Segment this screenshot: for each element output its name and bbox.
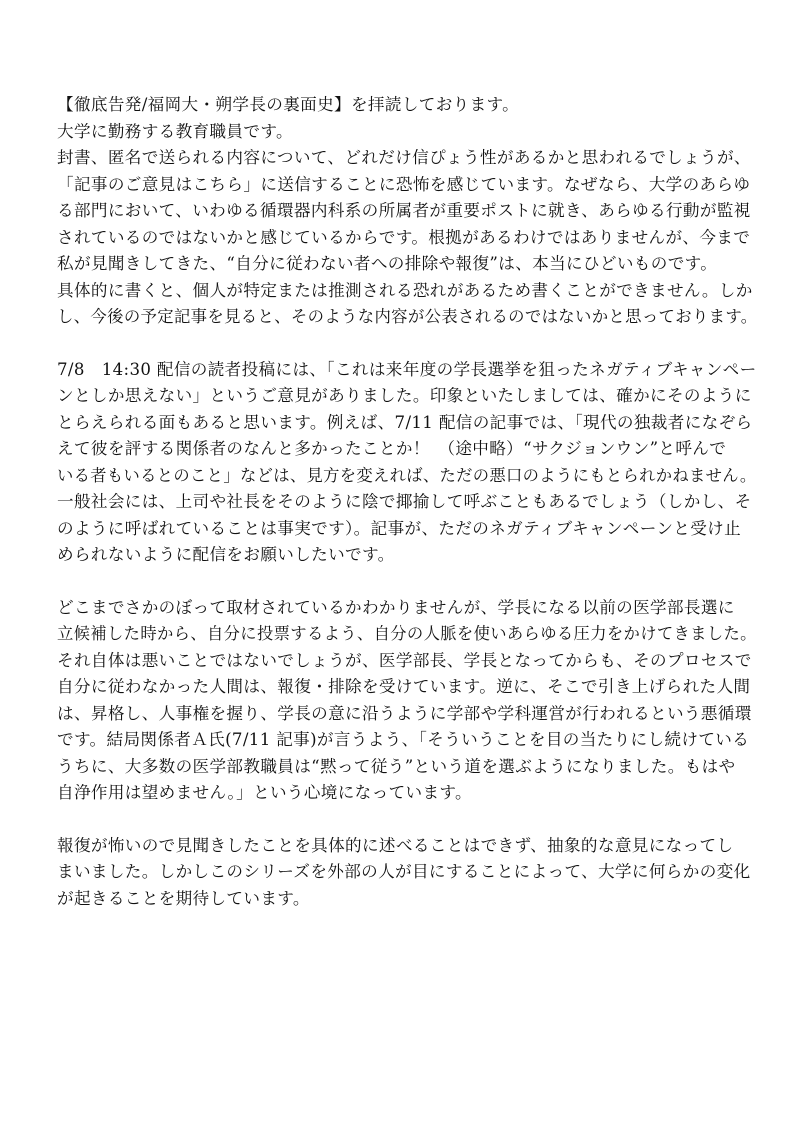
- text-line: とらえられる面もあると思います。例えば、7/11 配信の記事では、「現代の独裁者になぞら: [57, 412, 753, 432]
- paragraph-introduction: [57, 92, 757, 331]
- text-line: 私が見聞きしてきた、“自分に従わない者への排除や報復”は、本当にひどいものです。: [57, 254, 718, 273]
- text-line: 「記事のご意見はこちら」に送信することに恐怖を感じています。なぜなら、大学のあらゆ: [57, 174, 751, 194]
- text-line: えて彼を評する関係者のなんと多かったことか！ （途中略）“サクジョンウン”と呼んで: [57, 439, 727, 458]
- text-line: 具体的に書くと、個人が特定または推測される恐れがあるため書くことができません。しか: [57, 280, 753, 300]
- text-line: ンとしか思えない」というご意見がありました。印象といたしましては、確かにそのように: [57, 386, 752, 405]
- text-line: 【徹底告発/福岡大・朔学長の裏面史】を拝読しております。: [57, 95, 520, 114]
- text-line: 自分に従わなかった人間は、報復・排除を受けています。逆に、そこで引き上げられた人間: [57, 677, 751, 696]
- text-line: いる者もいるとのこと」などは、見方を変えれば、ただの悪口のようにもとられかねません。: [57, 465, 757, 485]
- text-line: 大学に勤務する教育職員です。: [57, 121, 293, 141]
- paragraph-spacer: [57, 807, 757, 833]
- text-line: る部門において、いわゆる循環器内科系の所属者が重要ポストに就き、あらゆる行動が監視: [57, 201, 751, 220]
- paragraph-spacer: [57, 331, 757, 357]
- text-line: のように呼ばれていることは事実です）。記事が、ただのネガティブキャンペーンと受け止: [57, 518, 742, 538]
- text-line: まいました。しかしこのシリーズを外部の人が目にすることによって、大学に何らかの変化: [57, 862, 751, 881]
- text-line: められないように配信をお願いしたいです。: [57, 545, 395, 564]
- text-line: どこまでさかのぼって取材されているかわかりませんが、学長になる以前の医学部長選に: [57, 597, 735, 617]
- text-line: 一般社会には、上司や社長をそのように陰で揶揄して呼ぶこともあるでしょう（しかし、そ: [57, 492, 752, 511]
- text-line: し、今後の予定記事を見ると、そのような内容が公表されるのではないかと思っております。: [57, 307, 758, 326]
- text-line: 報復が怖いので見聞きしたことを具体的に述べることはできず、抽象的な意見になってし: [57, 835, 734, 855]
- text-line: されているのではないかと感じているからです。根拠があるわけではありませんが、今まで: [57, 227, 751, 247]
- text-line: それ自体は悪いことではないでしょうが、医学部長、学長となってからも、そのプロセスで: [57, 650, 752, 670]
- paragraph-reader-post-response: [57, 357, 757, 569]
- text-line: は、昇格し、人事権を握り、学長の意に沿うように学部や学科運営が行われるという悪循環: [57, 703, 752, 723]
- letter-body: [57, 92, 757, 912]
- text-line: です。結局関係者Ａ氏(7/11 記事)が言うよう、「そういうことを目の当たりにし続けている: [57, 730, 750, 749]
- paragraph-conclusion: [57, 833, 757, 913]
- text-line: 立候補した時から、自分に投票するよう、自分の人脈を使いあらゆる圧力をかけてきました。: [57, 624, 757, 643]
- text-line: 封書、匿名で送られる内容について、どれだけ信ぴょう性があるかと思われるでしょうが、: [57, 148, 751, 167]
- paragraph-spacer: [57, 569, 757, 595]
- text-line: 7/8 14:30 配信の読者投稿には、「これは来年度の学長選挙を狙ったネガティブキャンペー: [57, 359, 757, 379]
- text-line: 自浄作用は望めません。」という心境になっています。: [57, 783, 472, 802]
- text-line: うちに、大多数の医学部教職員は“黙って従う”という道を選ぶようになりました。もはや: [57, 756, 736, 776]
- text-line: が起きることを期待しています。: [57, 888, 310, 908]
- paragraph-history: [57, 595, 757, 807]
